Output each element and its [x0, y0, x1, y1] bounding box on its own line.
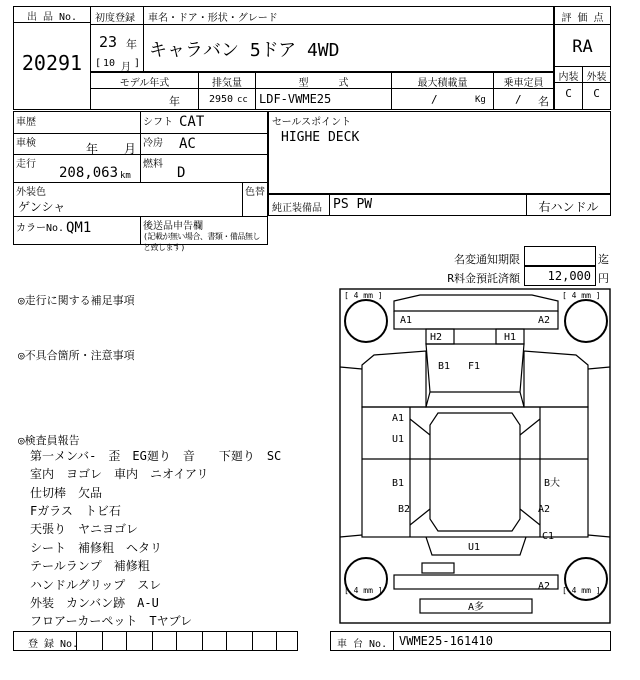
reg-year-unit: 年	[126, 38, 137, 51]
damage-mark: C1	[542, 531, 555, 542]
vehicle-damage-diagram	[334, 287, 614, 630]
displacement: 2950	[209, 94, 234, 105]
report-line: 室内 ヨゴレ 車内 ニオイアリ	[30, 467, 209, 481]
sales-point: HIGHE DECK	[281, 130, 360, 145]
model-type: LDF-VWME25	[259, 92, 332, 106]
score-label: 評 価 点	[561, 13, 604, 24]
capacity-unit: 名	[538, 95, 549, 108]
handle: 右ハンドル	[538, 200, 599, 214]
chassis-number: VWME25-161410	[399, 634, 493, 648]
exterior-grade: C	[593, 87, 600, 100]
tire-label: [ 4 mm ]	[562, 586, 601, 595]
damage-mark: B2	[398, 504, 411, 515]
report-line: ハンドルグリップ スレ	[30, 578, 162, 592]
tire-front-left-icon	[345, 300, 387, 342]
color-no-label: カラーNo.	[16, 223, 65, 234]
recycle-unit: 円	[598, 272, 609, 285]
color-label: 外装色	[16, 187, 46, 198]
max-load-sep: /	[431, 93, 438, 106]
details-left	[13, 111, 268, 252]
inspection-month-unit: 月	[124, 142, 137, 156]
max-load-unit: Kg	[475, 95, 486, 105]
fuel-label: 燃料	[143, 159, 163, 170]
report-line: Fガラス トビ石	[30, 504, 121, 518]
damage-mark: A1	[392, 413, 405, 424]
max-load-label: 最大積載量	[417, 78, 468, 89]
shift: CAT	[179, 114, 205, 130]
vehicle-title-box	[90, 6, 554, 72]
report-line: 天張り ヤニヨゴレ	[30, 522, 139, 536]
car-name: キャラバン 5ドア 4WD	[149, 40, 340, 61]
damage-mark: H1	[504, 332, 517, 343]
equipment: PS PW	[333, 197, 373, 212]
inspection-year-unit: 年	[86, 142, 99, 156]
exterior-label: 外装	[586, 72, 607, 83]
recycle-label: R料金預託済額	[447, 272, 520, 285]
recycle-field	[524, 266, 596, 286]
damage-mark: F1	[468, 361, 481, 372]
damage-mark: B大	[544, 478, 561, 489]
equipment-box	[268, 194, 611, 216]
deadline-unit: 迄	[598, 253, 609, 266]
fuel: D	[177, 165, 186, 181]
damage-mark: H2	[430, 332, 443, 343]
ac: AC	[179, 136, 196, 152]
deadline-label: 名変通知期限	[454, 253, 520, 266]
displacement-unit: cc	[237, 95, 248, 105]
displacement-label: 排気量	[212, 78, 242, 89]
interior-grade: C	[565, 87, 572, 100]
first-reg-label: 初度登録	[95, 13, 135, 24]
repaint-label: 色替	[245, 187, 265, 198]
score-box	[554, 6, 611, 110]
sales-point-label: セールスポイント	[272, 117, 352, 128]
color-no: QM1	[66, 220, 92, 236]
deadline-field	[524, 246, 596, 266]
spec-row	[90, 72, 554, 110]
history-label: 車歴	[16, 117, 36, 128]
registration-row	[13, 631, 298, 651]
tire-label: [ 4 mm ]	[344, 291, 383, 300]
reg-month: 10	[103, 58, 116, 69]
tire-label: [ 4 mm ]	[344, 586, 383, 595]
equipment-label: 純正装備品	[272, 203, 322, 214]
damage-mark: B1	[392, 478, 405, 489]
tire-label: [ 4 mm ]	[562, 291, 601, 300]
reg-month-open: [	[95, 58, 102, 69]
mileage-unit: km	[120, 171, 131, 181]
mileage: 208,063	[59, 165, 119, 181]
reg-month-close: ]	[134, 58, 141, 69]
aftermarket-label: 後送品申告欄	[143, 221, 203, 232]
mileage-label: 走行	[16, 159, 36, 170]
score: RA	[572, 37, 593, 57]
shift-label: シフト	[143, 117, 173, 128]
registration-label: 登 録 No.	[28, 639, 79, 650]
lot-number: 20291	[21, 51, 83, 75]
interior-label: 内装	[558, 72, 579, 83]
lot-number-box	[13, 6, 91, 110]
report-line: 仕切棒 欠品	[30, 486, 103, 500]
report-line: シート 補修粗 ヘタリ	[30, 541, 163, 555]
model-year-unit: 年	[169, 95, 180, 108]
damage-mark: A2	[538, 581, 551, 592]
damage-mark: A2	[538, 315, 551, 326]
ac-label: 冷房	[143, 138, 163, 149]
report-line: テールランプ 補修粗	[30, 559, 150, 573]
inspection-label: 車検	[16, 138, 36, 149]
lot-number-label: 出 品 No.	[26, 12, 78, 23]
damage-mark: A2	[538, 504, 551, 515]
sales-point-box	[268, 111, 611, 194]
reg-year: 23	[99, 33, 118, 51]
report-line: フロアーカーペット Tヤブレ	[30, 614, 193, 628]
reg-month-unit: 月	[121, 62, 131, 73]
chassis-row	[330, 631, 611, 651]
model-year-label: モデル年式	[119, 78, 170, 89]
defects-label: ◎不具合箇所・注意事項	[18, 349, 135, 362]
report-line: 第一メンバ- 歪 EG廻り 音 下廻り SC	[30, 449, 282, 463]
aftermarket-note: (記載が無い場合、書類・備品無しと致します)	[143, 232, 260, 252]
type-label: 型 式	[298, 78, 349, 89]
damage-mark: A多	[468, 602, 485, 613]
damage-mark: B1	[438, 361, 451, 372]
tire-front-right-icon	[565, 300, 607, 342]
recycle-amount: 12,000	[547, 269, 591, 283]
damage-mark: U1	[392, 434, 405, 445]
capacity-label: 乗車定員	[503, 78, 544, 89]
capacity-sep: /	[515, 93, 522, 106]
inspector-label: ◎検査員報告	[18, 434, 80, 447]
damage-mark: A1	[400, 315, 413, 326]
color: ゲンシャ	[18, 200, 66, 214]
report-line: 外装 カンバン跡 A-U	[30, 596, 159, 610]
chassis-label: 車 台 No.	[337, 639, 388, 650]
car-info-label: 車名・ドア・形状・グレード	[148, 13, 278, 24]
damage-mark: U1	[468, 542, 481, 553]
driving-remarks-label: ◎走行に関する補足事項	[18, 294, 135, 307]
